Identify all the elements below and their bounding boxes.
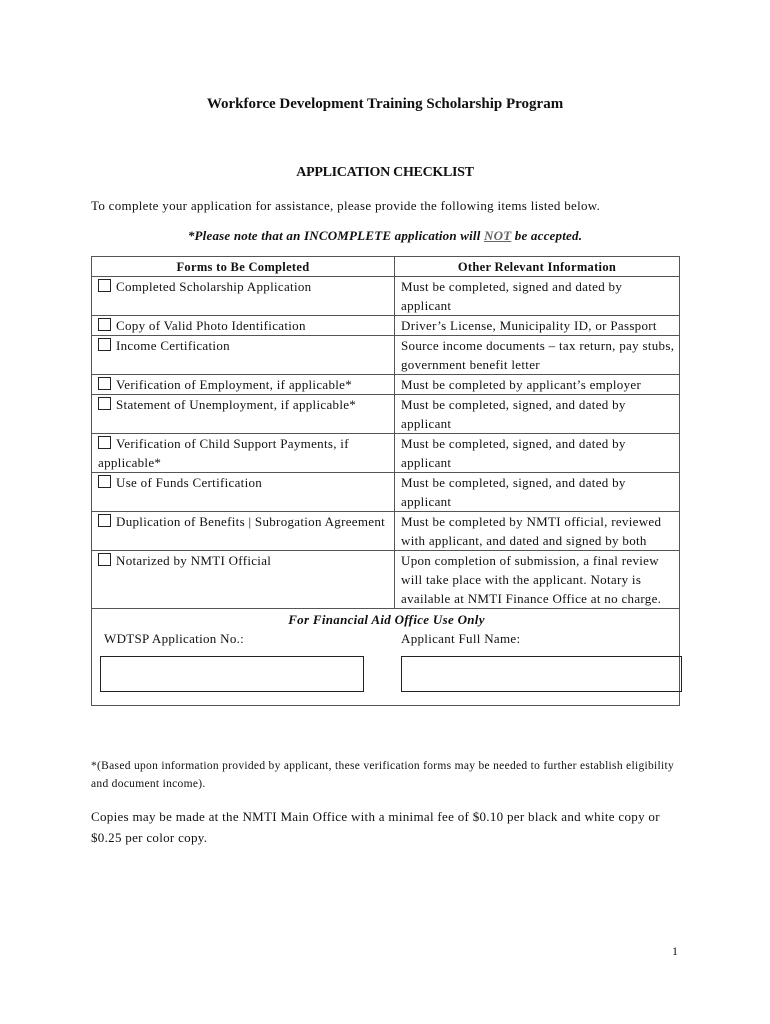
- table-row: [92, 375, 680, 395]
- table-row: [92, 551, 680, 609]
- form-cell: [92, 512, 395, 551]
- form-label: Completed Scholarship Application: [116, 279, 312, 294]
- table-row: [92, 473, 680, 512]
- application-number-field[interactable]: [100, 656, 364, 692]
- office-use-row: [92, 609, 680, 706]
- form-cell: [92, 277, 395, 316]
- intro-text: To complete your application for assistance, please provide the following items listed below.: [91, 198, 601, 213]
- checklist-table: [91, 256, 680, 706]
- form-label: Verification of Employment, if applicable*: [116, 377, 353, 392]
- header-forms: Forms to Be Completed: [92, 257, 395, 277]
- checkbox[interactable]: [98, 436, 111, 449]
- checkbox[interactable]: [98, 338, 111, 351]
- table-row: [92, 277, 680, 316]
- form-cell: [92, 551, 395, 609]
- form-label: Notarized by NMTI Official: [116, 553, 272, 568]
- info-cell: Must be completed by NMTI official, reviewed with applicant, and dated and signed by both: [395, 512, 680, 551]
- form-label: Use of Funds Certification: [116, 475, 263, 490]
- form-cell: [92, 336, 395, 375]
- form-label: Income Certification: [116, 338, 230, 353]
- footnote: *(Based upon information provided by applicant, these verification forms may be needed to further establish eligibility and document income).: [91, 760, 675, 790]
- page-number: 1: [672, 944, 678, 958]
- table-row: [92, 316, 680, 336]
- checkbox[interactable]: [98, 377, 111, 390]
- info-cell: Upon completion of submission, a final review will take place with the applicant. Notary is available at NMTI Finance Office at no charge.: [395, 551, 680, 609]
- info-cell: Source income documents – tax return, pay stubs, government benefit letter: [395, 336, 680, 375]
- form-cell: [92, 473, 395, 512]
- checkbox[interactable]: [98, 397, 111, 410]
- checkbox[interactable]: [98, 514, 111, 527]
- table-row: [92, 512, 680, 551]
- application-number-label: WDTSP Application No.:: [104, 631, 245, 646]
- info-cell: Driver’s License, Municipality ID, or Passport: [395, 316, 680, 336]
- info-cell: Must be completed, signed, and dated by applicant: [395, 473, 680, 512]
- checkbox[interactable]: [98, 318, 111, 331]
- copies-note: Copies may be made at the NMTI Main Office with a minimal fee of $0.10 per black and white copy or $0.25 per color copy.: [91, 809, 660, 845]
- info-cell: Must be completed by applicant’s employer: [395, 375, 680, 395]
- checkbox[interactable]: [98, 475, 111, 488]
- info-cell: Must be completed, signed and dated by applicant: [395, 277, 680, 316]
- form-label: Copy of Valid Photo Identification: [116, 318, 306, 333]
- incomplete-notice: [0, 228, 770, 244]
- table-row: [92, 336, 680, 375]
- table-row: [92, 395, 680, 434]
- checkbox[interactable]: [98, 553, 111, 566]
- table-row: [92, 434, 680, 473]
- info-cell: Must be completed, signed, and dated by applicant: [395, 434, 680, 473]
- checkbox[interactable]: [98, 279, 111, 292]
- office-use-cell: [92, 609, 680, 706]
- office-use-fields: [98, 629, 675, 705]
- form-label: Verification of Child Support Payments, if applicable*: [98, 436, 349, 470]
- checklist-heading: APPLICATION CHECKLIST: [296, 165, 474, 180]
- table-header-row: [92, 257, 680, 277]
- page-title: Workforce Development Training Scholarship Program: [206, 96, 564, 112]
- form-label: Duplication of Benefits | Subrogation Agreement: [116, 514, 386, 529]
- form-cell: [92, 375, 395, 395]
- form-cell: [92, 395, 395, 434]
- applicant-name-label: Applicant Full Name:: [401, 631, 521, 646]
- office-use-title: For Financial Aid Office Use Only: [288, 612, 485, 627]
- notice-not: NOT: [484, 228, 512, 243]
- form-label: Statement of Unemployment, if applicable*: [116, 397, 357, 412]
- form-cell: [92, 316, 395, 336]
- header-info: Other Relevant Information: [395, 257, 680, 277]
- applicant-name-field[interactable]: [401, 656, 682, 692]
- form-cell: [92, 434, 395, 473]
- info-cell: Must be completed, signed, and dated by applicant: [395, 395, 680, 434]
- notice-post: be accepted.: [511, 228, 583, 243]
- notice-pre: *Please note that an INCOMPLETE application will: [187, 228, 485, 243]
